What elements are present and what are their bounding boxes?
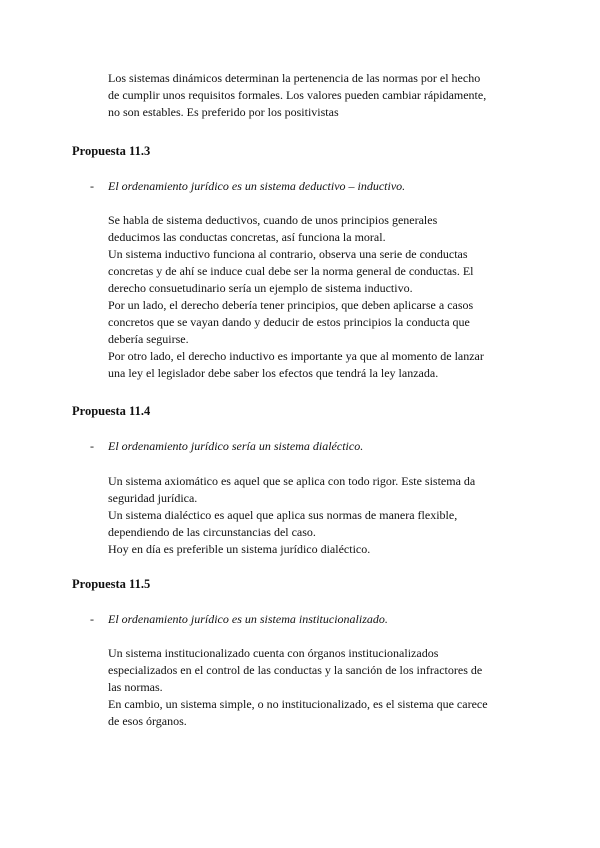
paragraph-line: deducimos las conductas concretas, así funciona la moral. xyxy=(108,230,386,244)
paragraph-line: de esos órganos. xyxy=(108,714,187,728)
intro-line: de cumplir unos requisitos formales. Los valores pueden cambiar rápidamente, xyxy=(108,88,487,102)
paragraph-line: concretos que se vayan dando y deducir de estos principios la conducta que xyxy=(108,315,470,329)
bullet-text: El ordenamiento jurídico es un sistema deductivo – inductivo. xyxy=(108,179,406,193)
paragraph-line: seguridad jurídica. xyxy=(108,491,198,505)
paragraph xyxy=(108,473,533,507)
paragraph xyxy=(108,348,533,382)
paragraph-line: Un sistema axiomático es aquel que se aplica con todo rigor. Este sistema da xyxy=(108,474,476,488)
paragraph-line: Hoy en día es preferible un sistema jurídico dialéctico. xyxy=(108,542,371,556)
paragraph xyxy=(108,541,533,558)
paragraph xyxy=(108,212,533,246)
paragraph-line: una ley el legislador debe saber los efectos que tendrá la ley lanzada. xyxy=(108,366,439,380)
paragraph-line: Un sistema institucionalizado cuenta con órganos institucionalizados xyxy=(108,646,439,660)
section-body-11-5 xyxy=(108,645,533,730)
paragraph xyxy=(108,696,533,730)
dash-marker: - xyxy=(90,612,94,626)
intro-line: no son estables. Es preferido por los positivistas xyxy=(108,105,339,119)
section-heading-11-4: Propuesta 11.4 xyxy=(72,404,151,418)
paragraph xyxy=(108,507,533,541)
paragraph-line: concretas y de ahí se induce cual debe ser la norma general de conductas. El xyxy=(108,264,474,278)
bullet-text: El ordenamiento jurídico es un sistema institucionalizado. xyxy=(108,612,388,626)
paragraph-line: Por otro lado, el derecho inductivo es importante ya que al momento de lanzar xyxy=(108,349,484,363)
paragraph-line: Un sistema dialéctico es aquel que aplica sus normas de manera flexible, xyxy=(108,508,458,522)
section-heading-11-5: Propuesta 11.5 xyxy=(72,577,151,591)
intro-line: Los sistemas dinámicos determinan la pertenencia de las normas por el hecho xyxy=(108,71,481,85)
dash-marker: - xyxy=(90,439,94,453)
section-heading-11-3: Propuesta 11.3 xyxy=(72,144,151,158)
paragraph-line: Por un lado, el derecho debería tener principios, que deben aplicarse a casos xyxy=(108,298,474,312)
paragraph-line: Se habla de sistema deductivos, cuando de unos principios generales xyxy=(108,213,438,227)
paragraph-line: especializados en el control de las conductas y la sanción de los infractores de xyxy=(108,663,483,677)
intro-paragraph xyxy=(108,70,528,121)
section-body-11-3 xyxy=(108,212,533,382)
dash-marker: - xyxy=(90,179,94,193)
paragraph-line: derecho consuetudinario sería un ejemplo de sistema inductivo. xyxy=(108,281,413,295)
section-body-11-4 xyxy=(108,473,533,558)
paragraph-line: las normas. xyxy=(108,680,163,694)
paragraph-line: En cambio, un sistema simple, o no institucionalizado, es el sistema que carece xyxy=(108,697,488,711)
paragraph-line: dependiendo de las circunstancias del caso. xyxy=(108,525,316,539)
paragraph xyxy=(108,645,533,696)
paragraph xyxy=(108,297,533,348)
bullet-text: El ordenamiento jurídico sería un sistema dialéctico. xyxy=(108,439,364,453)
paragraph-line: Un sistema inductivo funciona al contrario, observa una serie de conductas xyxy=(108,247,468,261)
paragraph-line: debería seguirse. xyxy=(108,332,189,346)
paragraph xyxy=(108,246,533,297)
